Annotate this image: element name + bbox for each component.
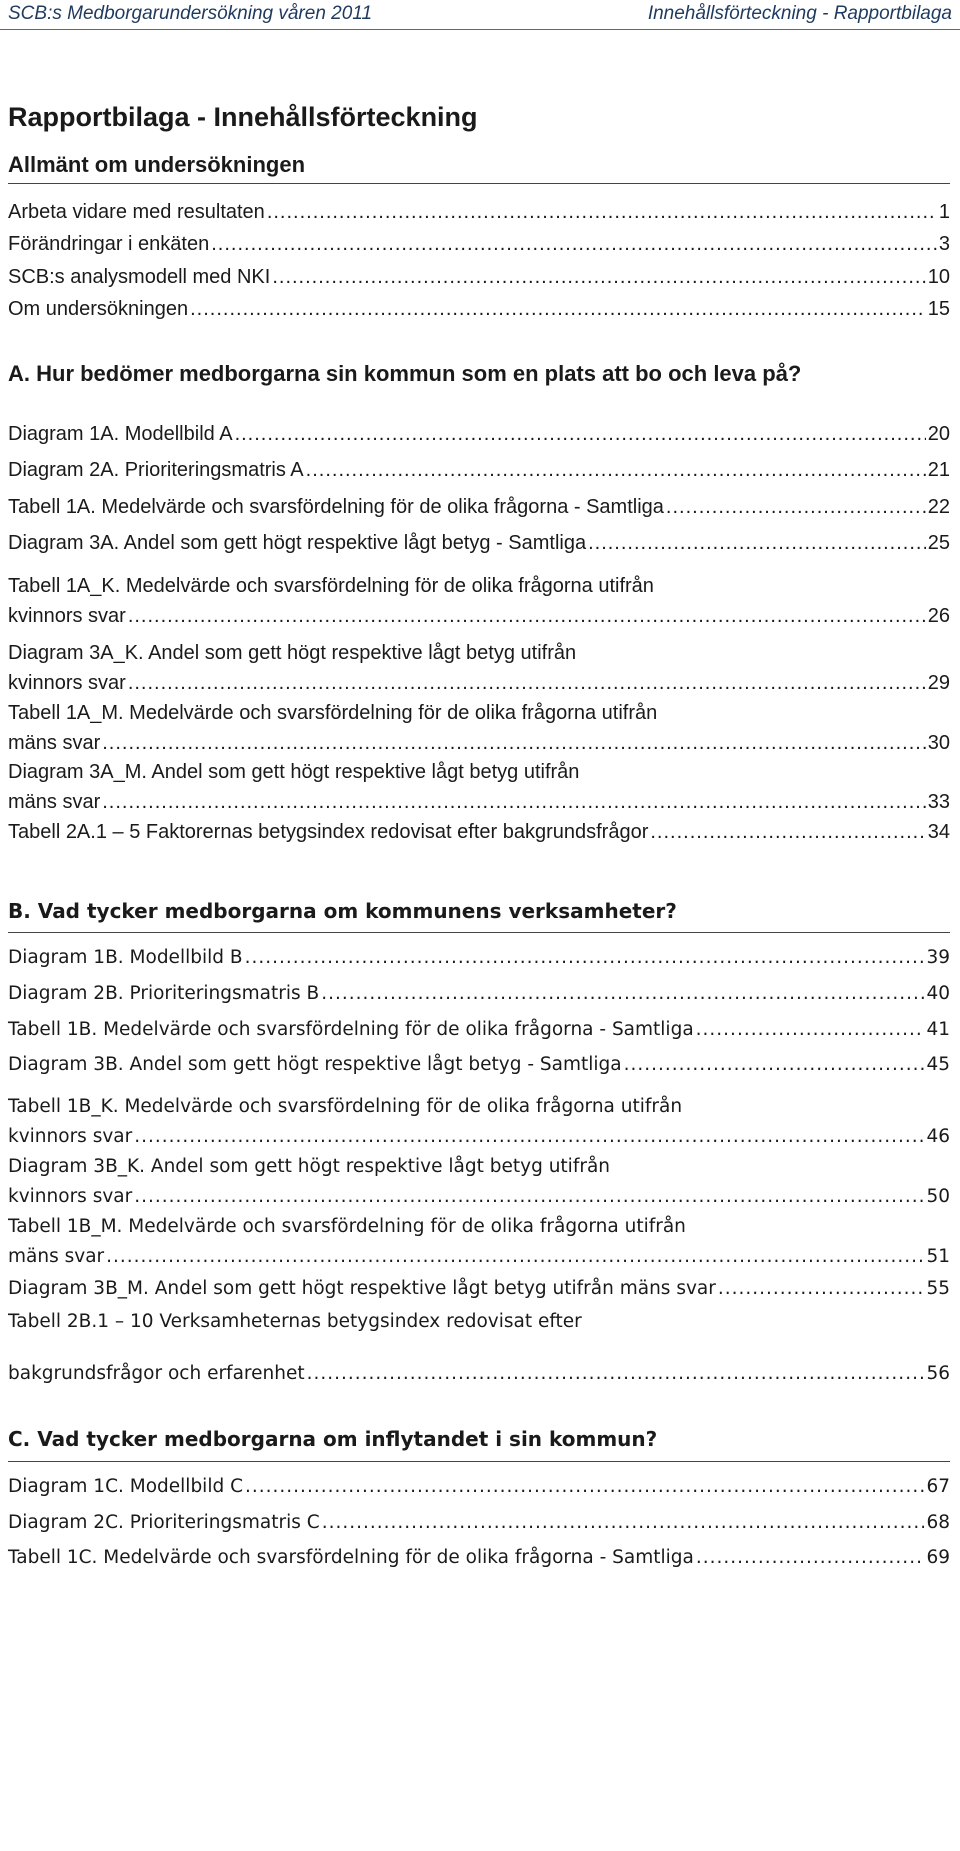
toc-entry-line xyxy=(8,262,950,292)
section-rule xyxy=(8,1461,950,1462)
toc-entry-line xyxy=(8,294,950,324)
toc-entry[interactable] xyxy=(8,638,950,698)
toc-entry-title: bakgrundsfrågor och erfarenhet xyxy=(8,1363,305,1384)
toc-entry-page-number: 51 xyxy=(926,1246,950,1267)
toc-entry[interactable] xyxy=(8,262,950,292)
toc-entry[interactable] xyxy=(8,757,950,817)
toc-entry-line xyxy=(8,197,950,227)
toc-entry-line xyxy=(8,1182,950,1212)
dot-leader xyxy=(696,1015,925,1045)
section-heading: C. Vad tycker medborgarna om inflytandet i sin kommun? xyxy=(8,1427,658,1451)
toc-entry-page-number: 3 xyxy=(938,233,950,255)
toc-entry-title: Tabell 2A.1 – 5 Faktorernas betygsindex redovisat efter bakgrundsfrågor xyxy=(8,821,649,843)
toc-entry-page-number: 34 xyxy=(927,821,950,843)
dot-leader xyxy=(235,419,926,449)
dot-leader xyxy=(696,1543,925,1573)
dot-leader xyxy=(322,1508,925,1538)
toc-entry-page-number: 26 xyxy=(927,605,950,627)
toc-entry[interactable] xyxy=(8,1050,950,1080)
toc-entry-title: kvinnors svar xyxy=(8,1186,133,1207)
toc-entry[interactable] xyxy=(8,1092,950,1152)
toc-entry[interactable] xyxy=(8,1274,950,1304)
toc-entry-title: Diagram 1B. Modellbild B xyxy=(8,947,243,968)
toc-entry-title: mäns svar xyxy=(8,732,101,754)
dot-leader xyxy=(128,668,926,698)
toc-entry-title: kvinnors svar xyxy=(8,1126,133,1147)
toc-entry-title-first-line: Tabell 1B_M. Medelvärde och svarsfördelning för de olika frågorna utifrån xyxy=(8,1216,686,1237)
toc-entry-title: kvinnors svar xyxy=(8,605,126,627)
toc-entry-page-number: 21 xyxy=(927,459,950,481)
toc-entry-line xyxy=(8,1122,950,1152)
toc-entry[interactable] xyxy=(8,698,950,758)
section-rule xyxy=(8,183,950,184)
dot-leader xyxy=(624,1050,925,1080)
toc-entry-line xyxy=(8,1274,950,1304)
toc-entry-line xyxy=(8,1050,950,1080)
toc-entry-title: Arbeta vidare med resultaten xyxy=(8,201,265,223)
toc-entry-title-first-line: Tabell 2B.1 – 10 Verksamheternas betygsindex redovisat efter xyxy=(8,1311,582,1332)
toc-entry[interactable] xyxy=(8,229,950,259)
toc-entry-title-first-line: Diagram 3A_K. Andel som gett högt respektive lågt betyg utifrån xyxy=(8,642,577,664)
toc-entry-title-first-line: Tabell 1A_K. Medelvärde och svarsfördelning för de olika frågorna utifrån xyxy=(8,575,654,597)
dot-leader xyxy=(102,787,926,817)
toc-entry[interactable] xyxy=(8,528,950,558)
toc-entry-line xyxy=(8,817,950,847)
dot-leader xyxy=(134,1182,924,1212)
toc-entry[interactable] xyxy=(8,197,950,227)
toc-entry-title: Förändringar i enkäten xyxy=(8,233,210,255)
toc-entry-line xyxy=(8,1472,950,1502)
toc-entry-page-number: 10 xyxy=(927,266,950,288)
toc-entry-line xyxy=(8,1015,950,1045)
toc-entry-line xyxy=(8,455,950,485)
section-heading: Allmänt om undersökningen xyxy=(8,152,306,177)
toc-entry-line xyxy=(8,668,950,698)
toc-entry-page-number: 25 xyxy=(927,532,950,554)
dot-leader xyxy=(650,817,925,847)
toc-entry-page-number: 22 xyxy=(927,496,950,518)
toc-entry-line xyxy=(8,943,950,973)
toc-entry-line xyxy=(8,787,950,817)
dot-leader xyxy=(321,979,924,1009)
toc-entry[interactable] xyxy=(8,419,950,449)
toc-entry[interactable] xyxy=(8,455,950,485)
dot-leader xyxy=(272,262,925,292)
dot-leader xyxy=(588,528,926,558)
toc-entry-title-first-line: Tabell 1A_M. Medelvärde och svarsfördelning för de olika frågorna utifrån xyxy=(8,702,658,724)
toc-entry-page-number: 69 xyxy=(926,1547,950,1568)
toc-entry-title: Om undersökningen xyxy=(8,298,189,320)
toc-entry[interactable] xyxy=(8,1307,950,1389)
toc-entry-line xyxy=(8,728,950,758)
toc-entry-line xyxy=(8,492,950,522)
dot-leader xyxy=(134,1122,924,1152)
toc-entry-page-number: 33 xyxy=(927,791,950,813)
toc-entry-title: mäns svar xyxy=(8,791,101,813)
dot-leader xyxy=(267,197,937,227)
toc-entry-line xyxy=(8,601,950,631)
toc-entry-line xyxy=(8,229,950,259)
toc-entry[interactable] xyxy=(8,1543,950,1573)
toc-entry-title: SCB:s analysmodell med NKI xyxy=(8,266,271,288)
toc-entry-page-number: 29 xyxy=(927,672,950,694)
toc-entry-line xyxy=(8,1508,950,1538)
toc-entry-title-first-line: Diagram 3B_K. Andel som gett högt respektive lågt betyg utifrån xyxy=(8,1156,610,1177)
page-header xyxy=(0,0,960,30)
toc-entry-title: Diagram 1A. Modellbild A xyxy=(8,423,233,445)
toc-entry-page-number: 15 xyxy=(927,298,950,320)
toc-entry-line xyxy=(8,528,950,558)
page-title: Rapportbilaga - Innehållsförteckning xyxy=(8,102,478,132)
toc-entry-line xyxy=(8,1543,950,1573)
toc-entry[interactable] xyxy=(8,1212,950,1272)
toc-entry[interactable] xyxy=(8,1152,950,1212)
section-heading: A. Hur bedömer medborgarna sin kommun som en plats att bo och leva på? xyxy=(8,361,802,386)
toc-entry-page-number: 50 xyxy=(926,1186,950,1207)
toc-entry-page-number: 56 xyxy=(926,1363,950,1384)
toc-entry[interactable] xyxy=(8,571,950,631)
dot-leader xyxy=(106,1242,924,1272)
toc-entry-title-first-line: Diagram 3A_M. Andel som gett högt respektive lågt betyg utifrån xyxy=(8,761,580,783)
toc-entry-title: Diagram 1C. Modellbild C xyxy=(8,1476,244,1497)
dot-leader xyxy=(128,601,926,631)
toc-entry-title: Tabell 1B. Medelvärde och svarsfördelning för de olika frågorna - Samtliga xyxy=(8,1019,694,1040)
dot-leader xyxy=(102,728,926,758)
toc-entry-page-number: 1 xyxy=(938,201,950,223)
toc-entry-line xyxy=(8,1242,950,1272)
header-section-name: Innehållsförteckning - Rapportbilaga xyxy=(647,3,952,24)
toc-entry-page-number: 30 xyxy=(927,732,950,754)
toc-entry-title-first-line: Tabell 1B_K. Medelvärde och svarsfördelning för de olika frågorna utifrån xyxy=(8,1096,683,1117)
toc-entry-title: Diagram 3B_M. Andel som gett högt respektive lågt betyg utifrån mäns svar xyxy=(8,1278,716,1299)
toc-entry-title: Diagram 3B. Andel som gett högt respektive lågt betyg - Samtliga xyxy=(8,1054,622,1075)
toc-entry-line xyxy=(8,1359,950,1389)
toc-entry-page-number: 41 xyxy=(926,1019,950,1040)
dot-leader xyxy=(211,229,937,259)
header-report-name: SCB:s Medborgarundersökning våren 2011 xyxy=(8,3,373,24)
toc-entry-page-number: 68 xyxy=(926,1512,950,1533)
dot-leader xyxy=(245,1472,924,1502)
toc-entry[interactable] xyxy=(8,943,950,973)
toc-entry-page-number: 45 xyxy=(926,1054,950,1075)
toc-entry-title: kvinnors svar xyxy=(8,672,126,694)
toc-entry[interactable] xyxy=(8,1472,950,1502)
toc-entry-title: mäns svar xyxy=(8,1246,105,1267)
toc-entry-line xyxy=(8,419,950,449)
section-rule xyxy=(8,932,950,933)
toc-entry-title: Diagram 3A. Andel som gett högt respektive lågt betyg - Samtliga xyxy=(8,532,587,554)
toc-entry-title: Diagram 2A. Prioriteringsmatris A xyxy=(8,459,304,481)
toc-entry[interactable] xyxy=(8,294,950,324)
toc-entry-title: Diagram 2C. Prioriteringsmatris C xyxy=(8,1512,320,1533)
dot-leader xyxy=(718,1274,925,1304)
toc-entry-page-number: 20 xyxy=(927,423,950,445)
toc-entry[interactable] xyxy=(8,1508,950,1538)
section-heading: B. Vad tycker medborgarna om kommunens verksamheter? xyxy=(8,899,677,923)
toc-entry-title: Tabell 1C. Medelvärde och svarsfördelning för de olika frågorna - Samtliga xyxy=(8,1547,694,1568)
toc-entry[interactable] xyxy=(8,979,950,1009)
toc-entry-title: Diagram 2B. Prioriteringsmatris B xyxy=(8,983,320,1004)
dot-leader xyxy=(190,294,926,324)
dot-leader xyxy=(307,1359,925,1389)
toc-entry[interactable] xyxy=(8,817,950,847)
dot-leader xyxy=(245,943,925,973)
dot-leader xyxy=(666,492,926,522)
toc-entry[interactable] xyxy=(8,492,950,522)
toc-entry-page-number: 39 xyxy=(926,947,950,968)
toc-entry-page-number: 55 xyxy=(926,1278,950,1299)
toc-entry[interactable] xyxy=(8,1015,950,1045)
toc-entry-line xyxy=(8,979,950,1009)
toc-entry-page-number: 40 xyxy=(926,983,950,1004)
dot-leader xyxy=(306,455,926,485)
toc-entry-page-number: 46 xyxy=(926,1126,950,1147)
header-rule xyxy=(0,29,960,30)
toc-entry-page-number: 67 xyxy=(926,1476,950,1497)
toc-entry-title: Tabell 1A. Medelvärde och svarsfördelning för de olika frågorna - Samtliga xyxy=(8,496,664,518)
